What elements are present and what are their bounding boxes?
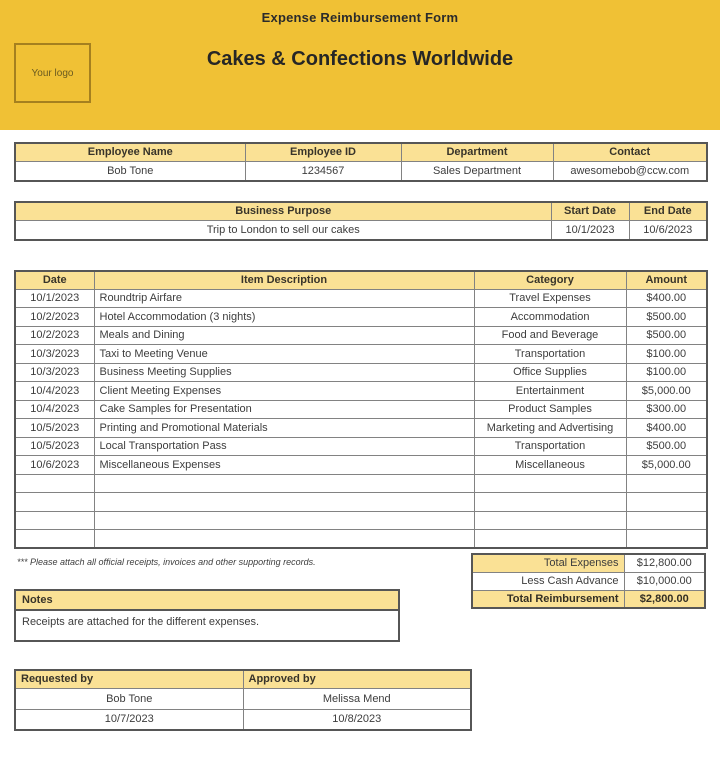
end-date-header: End Date — [629, 202, 707, 220]
expense-row-empty — [15, 511, 707, 530]
expense-amount: $100.00 — [626, 345, 707, 364]
business-purpose-table — [14, 201, 708, 241]
expense-date: 10/4/2023 — [15, 400, 94, 419]
signature-name-row — [15, 688, 471, 709]
employee-name-header: Employee Name — [15, 143, 245, 161]
expense-description: Hotel Accommodation (3 nights) — [94, 308, 474, 327]
expense-amount: $500.00 — [626, 326, 707, 345]
expense-date: 10/5/2023 — [15, 437, 94, 456]
expense-category: Travel Expenses — [474, 289, 626, 308]
expense-category: Entertainment — [474, 382, 626, 401]
attachment-note: *** Please attach all official receipts, invoices and other supporting records. — [17, 557, 316, 567]
expense-date — [15, 530, 94, 549]
expense-row — [15, 456, 707, 475]
expense-row-empty — [15, 474, 707, 493]
expense-amount — [626, 493, 707, 512]
employee-id-value: 1234567 — [245, 161, 401, 181]
requested-by-header: Requested by — [15, 670, 243, 688]
expense-category: Marketing and Advertising — [474, 419, 626, 438]
expense-description: Local Transportation Pass — [94, 437, 474, 456]
total-row — [472, 554, 705, 572]
expense-category — [474, 511, 626, 530]
expense-date — [15, 474, 94, 493]
expense-date — [15, 493, 94, 512]
expense-row — [15, 363, 707, 382]
employee-value-row — [15, 161, 707, 181]
expense-date: 10/1/2023 — [15, 289, 94, 308]
total-label: Less Cash Advance — [472, 572, 624, 590]
expense-date: 10/2/2023 — [15, 308, 94, 327]
expense-amount: $5,000.00 — [626, 456, 707, 475]
approved-by-date: 10/8/2023 — [243, 709, 471, 730]
expense-date: 10/3/2023 — [15, 363, 94, 382]
signature-date-row — [15, 709, 471, 730]
employee-id-header: Employee ID — [245, 143, 401, 161]
expense-row — [15, 382, 707, 401]
expense-description: Miscellaneous Expenses — [94, 456, 474, 475]
expense-amount: $400.00 — [626, 419, 707, 438]
totals-table — [471, 553, 706, 609]
expense-date: 10/2/2023 — [15, 326, 94, 345]
expense-amount — [626, 511, 707, 530]
form-banner — [0, 0, 720, 130]
total-label: Total Reimbursement — [472, 590, 624, 608]
expense-date: 10/6/2023 — [15, 456, 94, 475]
summary-region — [14, 549, 706, 669]
contact-header: Contact — [553, 143, 707, 161]
business-purpose-value: Trip to London to sell our cakes — [15, 220, 551, 240]
department-value: Sales Department — [401, 161, 553, 181]
expense-category — [474, 474, 626, 493]
expense-description — [94, 530, 474, 549]
expense-amount: $300.00 — [626, 400, 707, 419]
notes-box — [14, 589, 400, 642]
expense-category: Transportation — [474, 345, 626, 364]
end-date-value: 10/6/2023 — [629, 220, 707, 240]
purpose-header-row — [15, 202, 707, 220]
expense-amount: $5,000.00 — [626, 382, 707, 401]
expense-category: Office Supplies — [474, 363, 626, 382]
requested-by-name: Bob Tone — [15, 688, 243, 709]
expense-amount: $500.00 — [626, 437, 707, 456]
signature-header-row — [15, 670, 471, 688]
expense-row — [15, 289, 707, 308]
total-row — [472, 590, 705, 608]
expense-date: 10/3/2023 — [15, 345, 94, 364]
expense-category — [474, 493, 626, 512]
total-amount: $12,800.00 — [624, 554, 705, 572]
expense-row — [15, 419, 707, 438]
expense-description: Printing and Promotional Materials — [94, 419, 474, 438]
expense-description: Roundtrip Airfare — [94, 289, 474, 308]
totals-table-body — [472, 554, 705, 608]
start-date-value: 10/1/2023 — [551, 220, 629, 240]
expense-row — [15, 345, 707, 364]
signature-table — [14, 669, 472, 731]
form-title: Expense Reimbursement Form — [261, 10, 459, 25]
total-amount: $10,000.00 — [624, 572, 705, 590]
notes-body: Receipts are attached for the different expenses. — [22, 616, 260, 628]
expense-table — [14, 270, 708, 549]
expense-amount: $100.00 — [626, 363, 707, 382]
logo-text: Your logo — [31, 67, 74, 79]
expense-amount: $400.00 — [626, 289, 707, 308]
expense-amount — [626, 474, 707, 493]
expense-description: Taxi to Meeting Venue — [94, 345, 474, 364]
expense-table-body — [15, 289, 707, 548]
expense-description: Client Meeting Expenses — [94, 382, 474, 401]
requested-by-date: 10/7/2023 — [15, 709, 243, 730]
department-header: Department — [401, 143, 553, 161]
expense-description — [94, 493, 474, 512]
expense-description: Cake Samples for Presentation — [94, 400, 474, 419]
date-column-header: Date — [15, 271, 94, 289]
expense-category: Transportation — [474, 437, 626, 456]
employee-info-table — [14, 142, 708, 182]
purpose-value-row — [15, 220, 707, 240]
expense-description: Business Meeting Supplies — [94, 363, 474, 382]
expense-description — [94, 474, 474, 493]
expense-amount — [626, 530, 707, 549]
company-name: Cakes & Confections Worldwide — [206, 48, 514, 70]
employee-header-row — [15, 143, 707, 161]
employee-name-value: Bob Tone — [15, 161, 245, 181]
total-amount: $2,800.00 — [624, 590, 705, 608]
amount-column-header: Amount — [626, 271, 707, 289]
approved-by-header: Approved by — [243, 670, 471, 688]
total-row — [472, 572, 705, 590]
category-column-header: Category — [474, 271, 626, 289]
expense-date — [15, 511, 94, 530]
expense-description: Meals and Dining — [94, 326, 474, 345]
expense-row — [15, 308, 707, 327]
contact-value: awesomebob@ccw.com — [553, 161, 707, 181]
expense-row — [15, 400, 707, 419]
expense-category: Food and Beverage — [474, 326, 626, 345]
expense-row — [15, 437, 707, 456]
notes-header: Notes — [16, 591, 398, 611]
expense-category: Product Samples — [474, 400, 626, 419]
expense-date: 10/5/2023 — [15, 419, 94, 438]
approved-by-name: Melissa Mend — [243, 688, 471, 709]
expense-category — [474, 530, 626, 549]
expense-category: Miscellaneous — [474, 456, 626, 475]
business-purpose-header: Business Purpose — [15, 202, 551, 220]
expense-header-row — [15, 271, 707, 289]
expense-amount: $500.00 — [626, 308, 707, 327]
item-description-column-header: Item Description — [94, 271, 474, 289]
expense-category: Accommodation — [474, 308, 626, 327]
expense-row-empty — [15, 530, 707, 549]
expense-date: 10/4/2023 — [15, 382, 94, 401]
expense-row — [15, 326, 707, 345]
total-label: Total Expenses — [472, 554, 624, 572]
expense-row-empty — [15, 493, 707, 512]
expense-description — [94, 511, 474, 530]
start-date-header: Start Date — [551, 202, 629, 220]
